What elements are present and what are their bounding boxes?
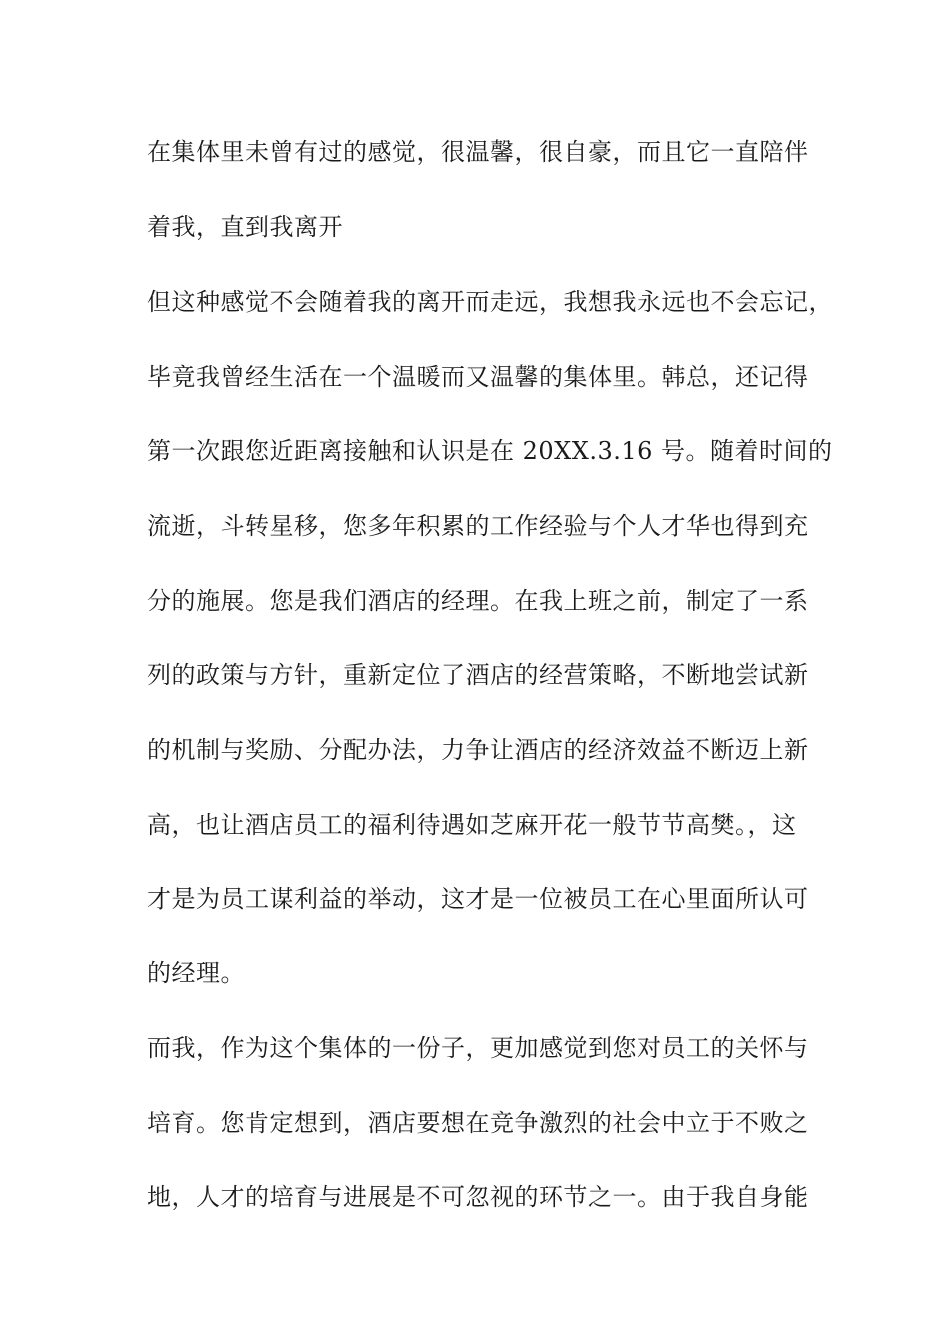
text-line: 流逝，斗转星移，您多年积累的工作经验与个人才华也得到充 [147,512,809,540]
text-line: 列的政策与方针，重新定位了酒店的经营策略，不断地尝试新 [147,661,809,689]
text-line: 培育。您肯定想到，酒店要想在竞争激烈的社会中立于不败之 [147,1109,809,1137]
text-line: 的机制与奖励、分配办法，力争让酒店的经济效益不断迈上新 [147,736,809,764]
text-line: 才是为员工谋利益的举动，这才是一位被员工在心里面所认可 [147,885,809,913]
text-line: 高，也让酒店员工的福利待遇如芝麻开花一般节节高樊。，这 [147,811,797,839]
text-line: 而我，作为这个集体的一份子，更加感觉到您对员工的关怀与 [147,1034,809,1062]
text-line: 着我，直到我离开 [147,213,343,241]
text-line: 的经理。 [147,959,245,987]
text-line: 在集体里未曾有过的感觉，很温馨，很自豪，而且它一直陪伴 [147,138,809,166]
text-line: 但这种感觉不会随着我的离开而走远，我想我永远也不会忘记， [147,288,833,316]
text-line: 第一次跟您近距离接触和认识是在 20XX.3.16 号。随着时间的 [147,437,833,465]
text-line: 地，人才的培育与进展是不可忽视的环节之一。由于我自身能 [147,1183,809,1211]
text-line: 分的施展。您是我们酒店的经理。在我上班之前，制定了一系 [147,587,809,615]
text-line: 毕竟我曾经生活在一个温暖而又温馨的集体里。韩总，还记得 [147,363,809,391]
